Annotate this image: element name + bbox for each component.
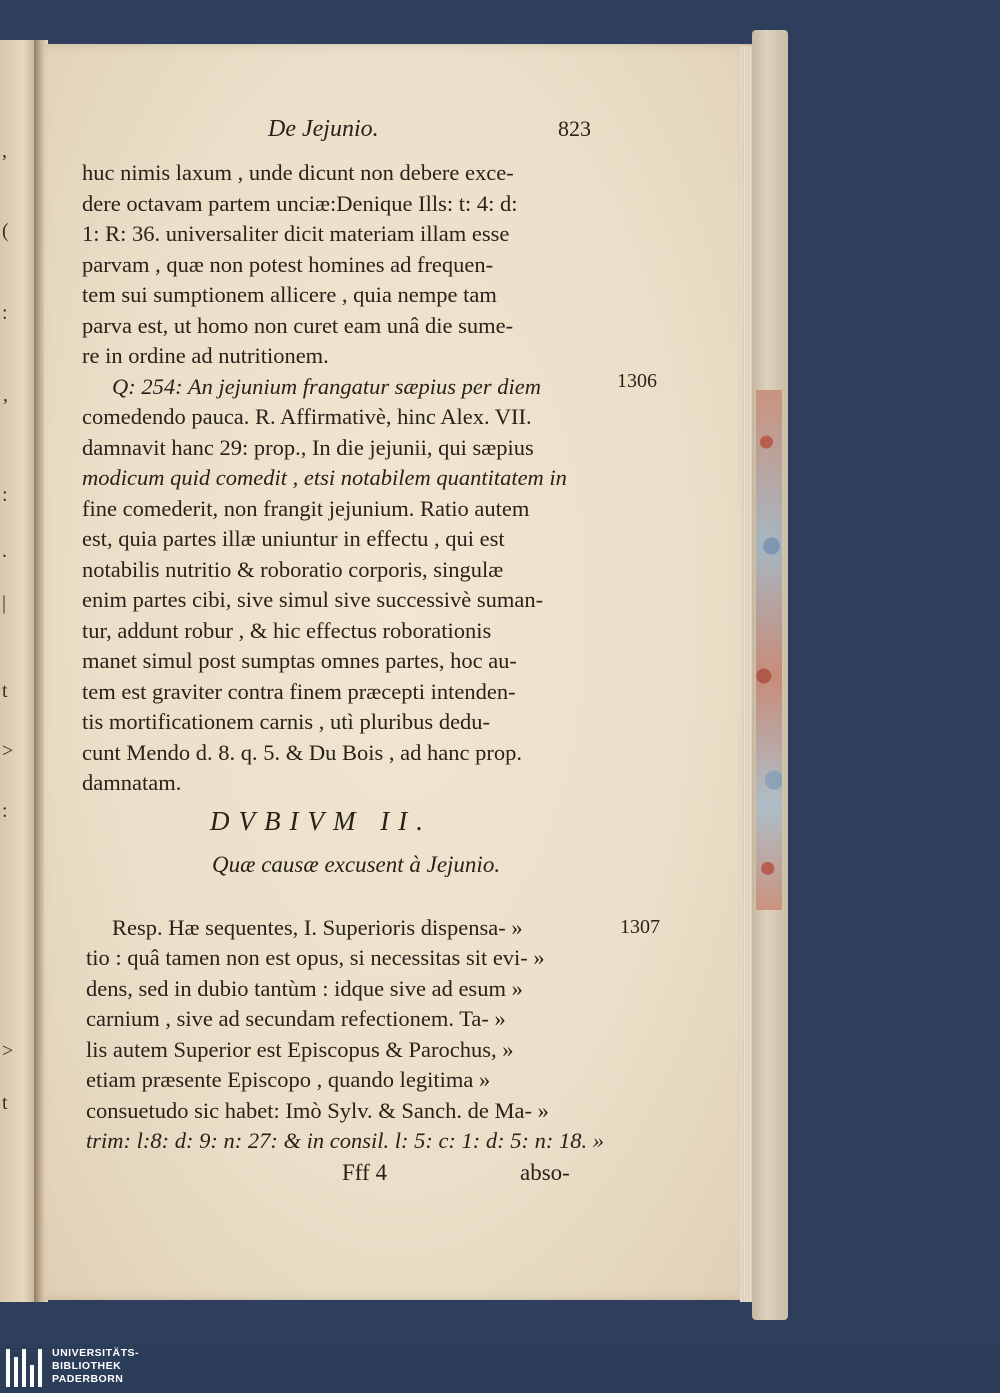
section-subtitle: Quæ causæ excusent à Jejunio. — [212, 852, 501, 877]
library-line: PADERBORN — [52, 1373, 124, 1385]
text-line: parva est, ut homo non curet eam unâ die sume- — [82, 313, 514, 338]
question-line: Q: 254: An jejunium frangatur sæpius per diem — [112, 374, 541, 399]
question-line: comedendo pauca. R. Affirmativè, hinc Alex. VII. — [82, 404, 532, 429]
text-line: 1: R: 36. universaliter dicit materiam illam esse — [82, 221, 510, 246]
response-line: dens, sed in dubio tantùm : idque sive ad esum » — [86, 976, 523, 1001]
library-name — [52, 1347, 139, 1386]
library-line: BIBLIOTHEK — [52, 1360, 122, 1372]
running-head: De Jejunio. — [268, 116, 379, 142]
left-page-edge: , ( : ‚ : . | t > : > t — [0, 40, 40, 1302]
question-line: modicum quid comedit , etsi notabilem quantitatem in — [82, 465, 567, 490]
question-line: fine comederit, non frangit jejunium. Ratio autem — [82, 496, 530, 521]
margin-number: 1307 — [620, 916, 660, 938]
response-line: carnium , sive ad secundam refectionem. Ta- » — [86, 1006, 506, 1031]
question-line: damnavit hanc 29: prop., In die jejunii, qui sæpius — [82, 435, 534, 460]
response-line: consuetudo sic habet: Imò Sylv. & Sanch. de Ma- » — [86, 1098, 549, 1123]
section-title: DVBIVM II. — [210, 806, 432, 836]
response-line: lis autem Superior est Episcopus & Parochus, » — [86, 1037, 514, 1062]
library-footer — [0, 1343, 1000, 1393]
marbled-cover-paper — [756, 390, 782, 910]
response-line: etiam præsente Episcopo , quando legitima » — [86, 1067, 491, 1092]
text-line: dere octavam partem unciæ:Denique Ills: t: 4: d: — [82, 191, 518, 216]
question-line: cunt Mendo d. 8. q. 5. & Du Bois , ad hanc prop. — [82, 740, 522, 765]
signature-mark: Fff 4 — [342, 1160, 387, 1185]
response-line: trim: l:8: d: 9: n: 27: & in consil. l: 5: c: 1: d: 5: n: 18. » — [86, 1128, 605, 1153]
question-line: manet simul post sumptas omnes partes, hoc au- — [82, 648, 517, 673]
library-logo-icon — [6, 1349, 46, 1387]
library-line: UNIVERSITÄTS- — [52, 1347, 140, 1359]
response-line: Resp. Hæ sequentes, I. Superioris dispensa- » — [112, 915, 523, 940]
catchword: abso- — [520, 1160, 570, 1185]
response-line: tio : quâ tamen non est opus, si necessitas sit evi- » — [86, 945, 545, 970]
question-line: tis mortificationem carnis , utì pluribus dedu- — [82, 709, 491, 734]
question-line: est, quia partes illæ uniuntur in effectu , qui est — [82, 526, 505, 551]
text-line: re in ordine ad nutritionem. — [82, 343, 329, 368]
question-line: tur, addunt robur , & hic effectus roborationis — [82, 618, 492, 643]
question-line: tem est graviter contra finem præcepti intenden- — [82, 679, 516, 704]
question-line: enim partes cibi, sive simul sive successivè suman- — [82, 587, 544, 612]
question-line: notabilis nutritio & roboratio corporis, singulæ — [82, 557, 504, 582]
text-line: huc nimis laxum , unde dicunt non debere exce- — [82, 160, 514, 185]
text-line: parvam , quæ non potest homines ad frequen- — [82, 252, 494, 277]
page-number: 823 — [558, 116, 591, 141]
question-line: damnatam. — [82, 770, 182, 795]
margin-number: 1306 — [617, 370, 657, 392]
text-line: tem sui sumptionem allicere , quia nempe tam — [82, 282, 497, 307]
